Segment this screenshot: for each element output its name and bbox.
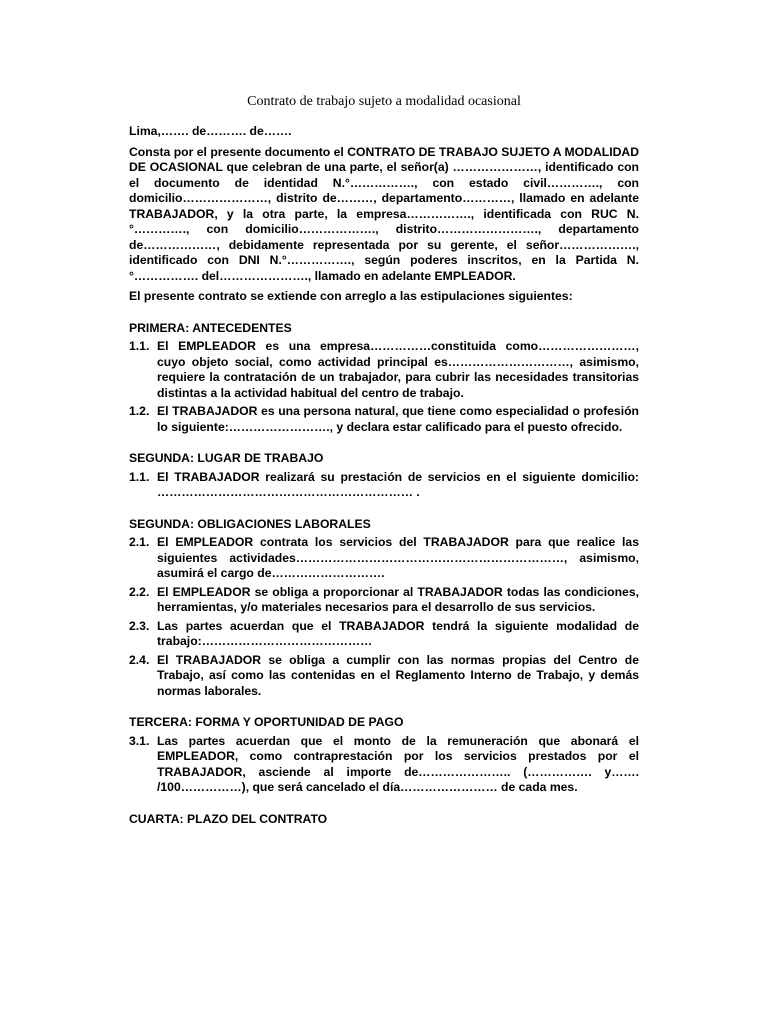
clause-number: 2.2. [129,584,150,599]
clause-text: El TRABAJADOR realizará su prestación de servicios en el siguiente domicilio: ……………………………………………………… . [157,469,639,499]
section-segunda-obligaciones [129,517,639,700]
intro-paragraph: Consta por el presente documento el CONTRATO DE TRABAJO SUJETO A MODALIDAD DE OCASIONAL que celebran de una parte, el señor(a) …………………, identificado con el documento de identidad N.°……………., con estado civil…………., con domicilio…………………, distrito de………, departamento…………, llamado en adelante TRABAJADOR, y la otra parte, la empresa……………., identificada con RUC N.°…………., con domicilio………………., distrito……………………., departamento de………………, debidamente representada por su gerente, el señor………………., identificado con DNI N.°……………., según poderes inscritos, en la Partida N.°……………. del…………………., llamado en adelante EMPLEADOR. [129,144,639,283]
clause-text: El EMPLEADOR se obliga a proporcionar al TRABAJADOR todas las condiciones, herramientas, y/o materiales necesarios para el desarrollo de sus servicios. [157,584,639,614]
clause-number: 1.2. [129,404,150,418]
stipulations-paragraph: El presente contrato se extiende con arreglo a las estipulaciones siguientes: [129,289,573,303]
clause-number: 1.1. [129,469,150,484]
clause-item [129,653,639,700]
place-date: Lima,……. de………. de……. [129,124,292,138]
document-title: Contrato de trabajo sujeto a modalidad ocasional [247,94,521,109]
clause-item [129,585,639,616]
section-primera [129,321,639,436]
clause-number: 3.1. [129,733,150,748]
clause-text: El EMPLEADOR es una empresa……………constituida como……………………, cuyo objeto social, como actividad principal es…………………………, asimismo, requiere la contratación de un trabajador, para cubrir las necesidades transitorias distintas a la actividad habitual del centro de trabajo. [157,339,639,400]
clause-text: Las partes acuerdan que el monto de la remuneración que abonará el EMPLEADOR, como contraprestación por los servicios prestados por el TRABAJADOR, asciende al importe de………………….. (……………. y……. /100……………), que será cancelado el día…………………… de cada mes. [157,733,639,794]
section-heading: SEGUNDA: OBLIGACIONES LABORALES [129,516,371,531]
document-body [129,124,639,830]
clause-item [129,734,639,796]
clause-item [129,470,639,501]
clause-item [129,619,639,650]
section-heading: SEGUNDA: LUGAR DE TRABAJO [129,451,324,465]
section-segunda-lugar [129,451,639,501]
clause-text: El EMPLEADOR contrata los servicios del TRABAJADOR para que realice las siguientes actividades…………………………………………………………, asimismo, asumirá el cargo de………………………. [157,535,639,580]
section-tercera [129,715,639,796]
clause-text: El TRABAJADOR se obliga a cumplir con las normas propias del Centro de Trabajo, así como las contenidas en el Reglamento Interno de Trabajo, y demás normas laborales. [157,652,639,698]
clause-item [129,535,639,582]
clause-number: 2.3. [129,618,150,633]
section-cuarta [129,812,639,828]
section-heading: PRIMERA: ANTECEDENTES [129,320,292,335]
clause-item [129,404,639,435]
clause-number: 1.1. [129,339,150,353]
clause-text: El TRABAJADOR es una persona natural, que tiene como especialidad o profesión lo siguiente:……………………., y declara estar calificado para el puesto ofrecido. [157,404,639,434]
clause-number: 2.1. [129,535,150,549]
clause-text: Las partes acuerdan que el TRABAJADOR tendrá la siguiente modalidad de trabajo:…………………………………… [157,618,639,648]
clause-item [129,339,639,401]
section-heading: CUARTA: PLAZO DEL CONTRATO [129,811,328,826]
section-heading: TERCERA: FORMA Y OPORTUNIDAD DE PAGO [129,715,404,729]
clause-number: 2.4. [129,652,150,667]
